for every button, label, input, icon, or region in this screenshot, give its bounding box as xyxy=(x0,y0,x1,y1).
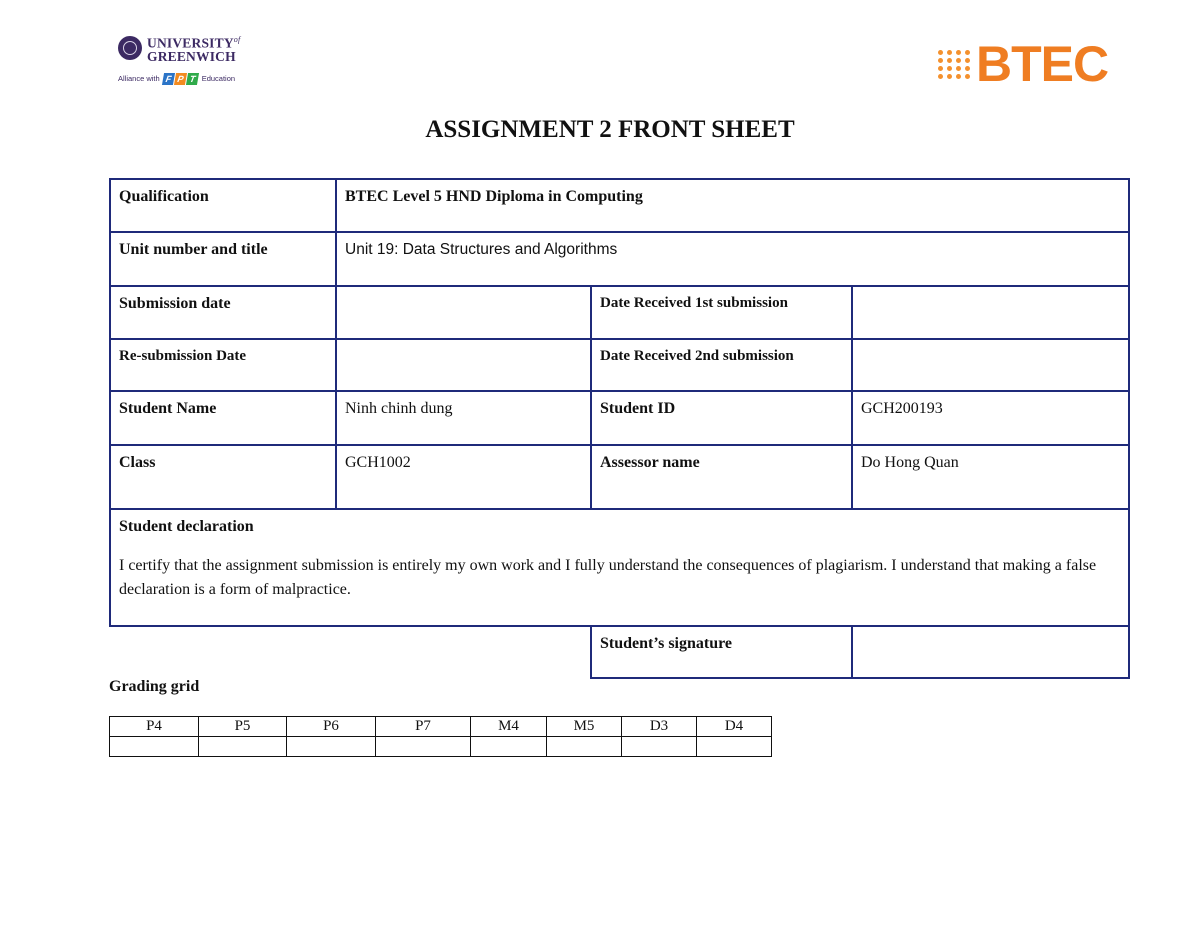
student-id-label: Student ID xyxy=(591,391,852,445)
grading-value-row xyxy=(110,737,772,757)
resubmission-label: Re-submission Date xyxy=(110,339,336,391)
date-received-1-value[interactable] xyxy=(852,286,1129,339)
grade-header: P6 xyxy=(287,717,376,737)
front-sheet-table xyxy=(109,178,1130,679)
grade-cell[interactable] xyxy=(287,737,376,757)
grade-cell[interactable] xyxy=(622,737,697,757)
student-name-label: Student Name xyxy=(110,391,336,445)
class-label: Class xyxy=(110,445,336,509)
resubmission-value[interactable] xyxy=(336,339,591,391)
submission-date-value[interactable] xyxy=(336,286,591,339)
qualification-label: Qualification xyxy=(110,179,336,232)
signature-spacer xyxy=(110,626,591,678)
crest-icon xyxy=(118,36,142,60)
grade-cell[interactable] xyxy=(697,737,772,757)
grade-cell[interactable] xyxy=(199,737,287,757)
student-id-value: GCH200193 xyxy=(852,391,1129,445)
grading-grid xyxy=(109,716,772,757)
unit-label: Unit number and title xyxy=(110,232,336,286)
student-name-value: Ninh chinh dung xyxy=(336,391,591,445)
grade-header: D3 xyxy=(622,717,697,737)
student-row xyxy=(110,391,1129,445)
date-received-2-value[interactable] xyxy=(852,339,1129,391)
date-received-2-label: Date Received 2nd submission xyxy=(591,339,852,391)
grade-cell[interactable] xyxy=(547,737,622,757)
grade-cell[interactable] xyxy=(110,737,199,757)
grade-header: D4 xyxy=(697,717,772,737)
grade-cell[interactable] xyxy=(376,737,471,757)
btec-wordmark: BTEC xyxy=(976,36,1109,92)
grading-header-row xyxy=(110,717,772,737)
signature-label: Student’s signature xyxy=(591,626,852,678)
grade-header: P5 xyxy=(199,717,287,737)
submission-date-label: Submission date xyxy=(110,286,336,339)
declaration-text: I certify that the assignment submission is entirely my own work and I fully understand the consequences of plagiarism. I understand that making a false declaration is a form of malpractice. xyxy=(119,557,1097,598)
declaration-cell xyxy=(110,509,1129,626)
page-title: ASSIGNMENT 2 FRONT SHEET xyxy=(425,116,795,143)
signature-value[interactable] xyxy=(852,626,1129,678)
grade-header: P4 xyxy=(110,717,199,737)
date-received-1-label: Date Received 1st submission xyxy=(591,286,852,339)
grade-header: M4 xyxy=(471,717,547,737)
grade-header: P7 xyxy=(376,717,471,737)
qualification-value: BTEC Level 5 HND Diploma in Computing xyxy=(336,179,1129,232)
alliance-line: Alliance with F P T Education xyxy=(118,73,236,84)
grade-header: M5 xyxy=(547,717,622,737)
signature-row xyxy=(110,626,1129,678)
unit-value: Unit 19: Data Structures and Algorithms xyxy=(336,232,1129,286)
class-row xyxy=(110,445,1129,509)
btec-dots-icon xyxy=(938,38,972,90)
declaration-heading: Student declaration xyxy=(119,518,254,535)
class-value: GCH1002 xyxy=(336,445,591,509)
fpt-logo: F P T xyxy=(163,73,199,85)
submission-row xyxy=(110,286,1129,339)
resubmission-row xyxy=(110,339,1129,391)
qualification-row xyxy=(110,179,1129,232)
assessor-label: Assessor name xyxy=(591,445,852,509)
university-of-greenwich-logo xyxy=(118,33,258,95)
btec-logo xyxy=(938,34,1108,94)
grading-grid-label: Grading grid xyxy=(109,678,200,695)
unit-row xyxy=(110,232,1129,286)
university-name: $UNIVERSITY^{of}$ GREENWICH xyxy=(147,35,241,64)
assessor-value: Do Hong Quan xyxy=(852,445,1129,509)
grade-cell[interactable] xyxy=(471,737,547,757)
declaration-row xyxy=(110,509,1129,626)
